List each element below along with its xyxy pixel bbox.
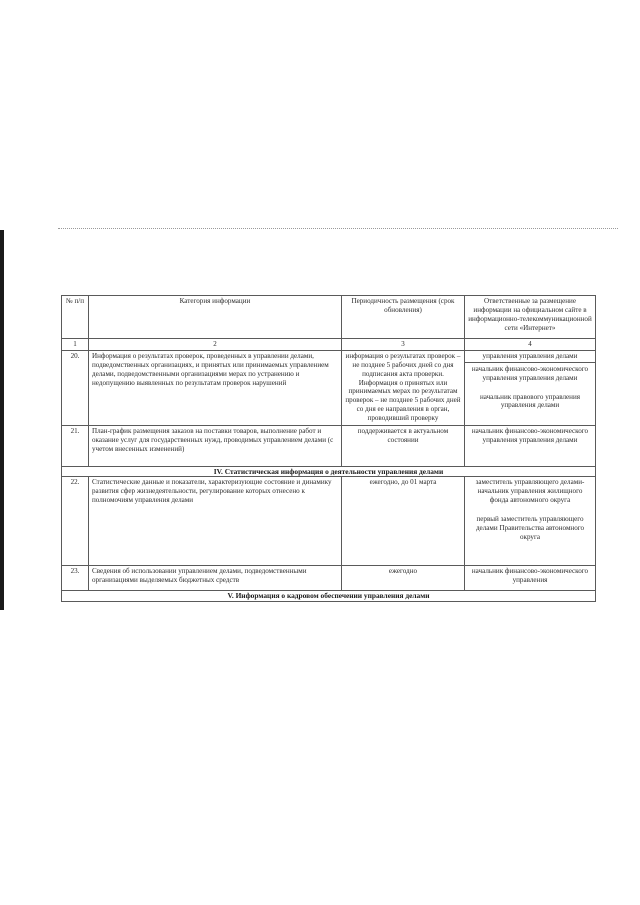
column-index-row xyxy=(62,339,596,351)
continued-note: управления управления делами xyxy=(465,352,595,363)
header-responsible: Ответственные за размещение информации на официальном сайте в информационно-телекоммуникационной сети «Интернет» xyxy=(465,296,596,339)
information-table xyxy=(61,295,596,602)
row-responsible: начальник финансово-экономического управления управления делами xyxy=(465,426,596,467)
row-category: Статистические данные и показатели, характеризующие состояние и динамику развития сфер жизнедеятельности, регулирование которых отнесено к полномочиям управления делами xyxy=(89,477,342,566)
header-periodicity: Периодичность размещения (срок обновления) xyxy=(342,296,465,339)
responsible-person: начальник правового управления управления делами xyxy=(479,392,581,410)
table-row xyxy=(62,566,596,591)
row-periodicity: поддерживается в актуальном состоянии xyxy=(342,426,465,467)
row-periodicity: ежегодно, до 01 марта xyxy=(342,477,465,566)
scan-dotted-line xyxy=(58,228,618,233)
table-row xyxy=(62,351,596,426)
row-num: 23. xyxy=(62,566,89,591)
row-category: Информация о результатах проверок, проведенных в управлении делами, подведомственных организациях, и принятых или принимаемых управлением делами, подведомственными организациями мерах по устранению и недопущению выявленных по результатам проверок нарушений xyxy=(89,351,342,426)
responsible-person: первый заместитель управляющего делами Правительства автономного округа xyxy=(475,514,585,541)
index-cell-value: 4 xyxy=(528,340,532,348)
row-num: 22. xyxy=(62,477,89,566)
responsible-person: заместитель управляющего делами-начальник управления жилищного фонда автономного округа xyxy=(475,478,585,504)
section-heading: V. Информация о кадровом обеспечении управления делами xyxy=(62,591,596,601)
row-num: 21. xyxy=(62,426,89,467)
header-num: № п/п xyxy=(62,296,89,339)
row-responsible: начальник финансово-экономического управления xyxy=(465,566,596,591)
section-heading: IV. Статистическая информация о деятельности управления делами xyxy=(62,467,596,477)
row-periodicity: ежегодно xyxy=(342,566,465,591)
index-cell: 3 xyxy=(342,339,465,351)
scan-edge-mark xyxy=(0,230,4,610)
row-category: План-график размещения заказов на поставки товаров, выполнение работ и оказание услуг для государственных нужд, проводимых управлением делами (с учетом внесенных изменений) xyxy=(89,426,342,467)
table-row xyxy=(62,426,596,467)
row-responsible xyxy=(465,351,596,426)
index-cell xyxy=(465,339,596,351)
section-heading-row xyxy=(62,467,596,477)
row-category: Сведения об использовании управлением делами, подведомственными организациями выделяемых бюджетных средств xyxy=(89,566,342,591)
row-responsible xyxy=(465,477,596,566)
responsible-person: начальник финансово-экономического управления управления делами xyxy=(471,364,589,382)
section-heading-row xyxy=(62,591,596,601)
row-num: 20. xyxy=(62,351,89,426)
table-header-row xyxy=(62,296,596,339)
row-periodicity: информация о результатах проверок – не позднее 5 рабочих дней со дня подписания акта проверки. Информация о принятых или принимаемых мерах по результатам проверок – не позднее 5 рабочих дней со дня ее направления в орган, проводивший проверку xyxy=(342,351,465,426)
header-category: Категория информации xyxy=(89,296,342,339)
index-cell: 2 xyxy=(89,339,342,351)
table-row xyxy=(62,477,596,566)
index-cell: 1 xyxy=(62,339,89,351)
